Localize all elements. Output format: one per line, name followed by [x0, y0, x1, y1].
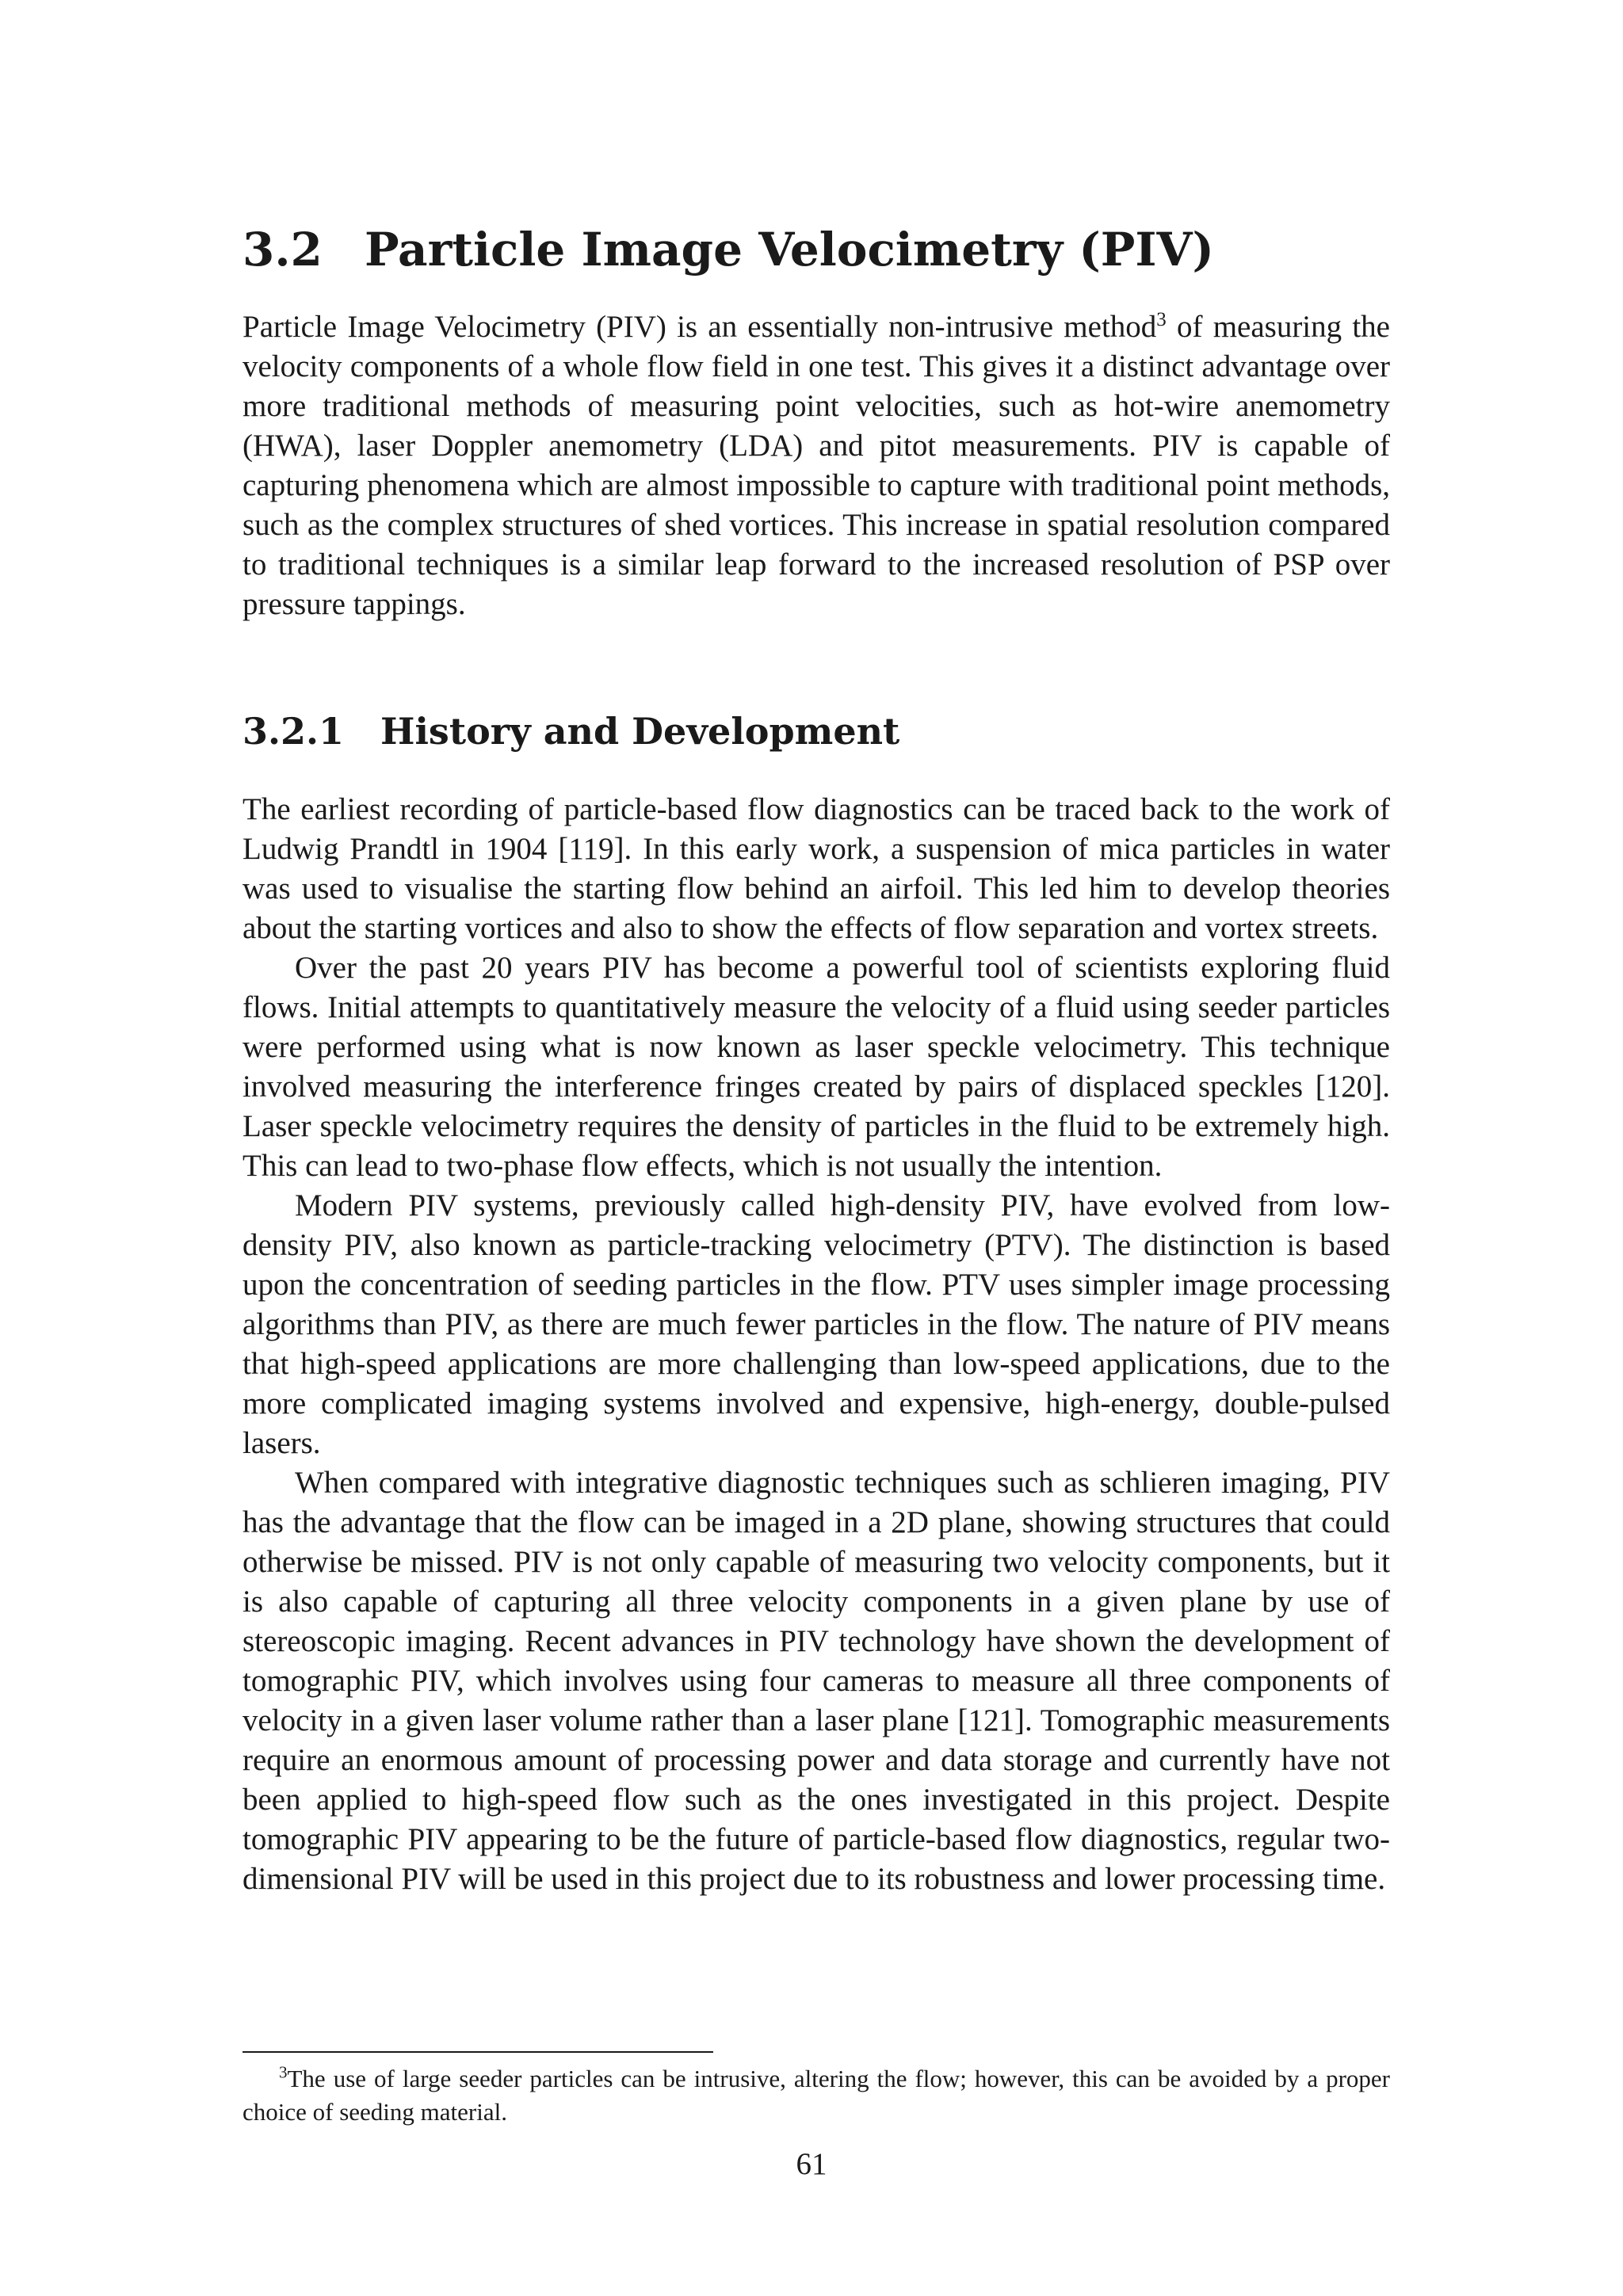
- intro-text-end: of measuring the velocity components of a whole flow field in one test. This gives it a distinct advantage over more traditional methods of measuring point velocities, such as hot-wire anemometry (HWA), laser Doppler anemometry (LDA) and pitot measurements. PIV is capable of capturing phenomena which are almost impossible to capture with traditional point methods, such as the complex structures of shed vortices. This increase in spatial resolution compared to traditional techniques is a similar leap forward to the increased resolution of PSP over pressure tappings.: [242, 310, 1390, 621]
- history-paragraph-1: The earliest recording of particle-based flow diagnostics can be traced back to the work of Ludwig Prandtl in 1904 [119]. In this early work, a suspension of mica particles in water was used to visualise the starting flow behind an airfoil. This led him to develop theories about the starting vortices and also to show the effects of flow separation and vortex streets.: [242, 792, 1390, 945]
- footnote-text: The use of large seeder particles can be intrusive, altering the flow; however, this can be avoided by a proper choice of seeding material.: [242, 2065, 1390, 2126]
- section-heading: [242, 222, 1431, 277]
- intro-paragraph: [242, 307, 1390, 624]
- footnote-mark: 3: [279, 2062, 288, 2082]
- page-number: 61: [796, 2147, 827, 2181]
- footnote-reference: 3: [1156, 309, 1167, 330]
- history-paragraph-3: Modern PIV systems, previously called high-density PIV, have evolved from low-density PIV, also known as particle-tracking velocimetry (PTV). The distinction is based upon the concentration of seeding particles in the flow. PTV uses simpler image processing algorithms than PIV, as there are much fewer particles in the flow. The nature of PIV means that high-speed applications are more challenging than low-speed applications, due to the more complicated imaging systems involved and expensive, high-energy, double-pulsed lasers.: [242, 1188, 1390, 1460]
- intro-text-start: Particle Image Velocimetry (PIV) is an essentially non-intrusive method: [242, 310, 1157, 344]
- section-intro: [242, 307, 1390, 624]
- footnote: [242, 2062, 1390, 2129]
- subsection-body: [242, 790, 1390, 1899]
- section-number: 3.2: [242, 223, 323, 277]
- subsection-heading: [242, 709, 1431, 753]
- subsection-number: 3.2.1: [242, 710, 345, 753]
- subsection-title: History and Development: [380, 710, 900, 753]
- section-title: Particle Image Velocimetry (PIV): [365, 223, 1214, 277]
- footnote-divider: [242, 2051, 713, 2053]
- history-paragraph-4: When compared with integrative diagnostic techniques such as schlieren imaging, PIV has the advantage that the flow can be imaged in a 2D plane, showing structures that could otherwise be missed. PIV is not only capable of measuring two velocity components, but it is also capable of capturing all three velocity components in a given plane by use of stereoscopic imaging. Recent advances in PIV technology have shown the development of tomographic PIV, which involves using four cameras to measure all three components of velocity in a given laser volume rather than a laser plane [121]. Tomographic measurements require an enormous amount of processing power and data storage and currently have not been applied to high-speed flow such as the ones investigated in this project. Despite tomographic PIV appearing to be the future of particle-based flow diagnostics, regular two-dimensional PIV will be used in this project due to its robustness and lower processing time.: [242, 1466, 1390, 1896]
- history-paragraph-2: Over the past 20 years PIV has become a powerful tool of scientists exploring fluid flows. Initial attempts to quantitatively measure the velocity of a fluid using seeder particles were performed using what is now known as laser speckle velocimetry. This technique involved measuring the interference fringes created by pairs of displaced speckles [120]. Laser speckle velocimetry requires the density of particles in the fluid to be extremely high. This can lead to two-phase flow effects, which is not usually the intention.: [242, 951, 1390, 1183]
